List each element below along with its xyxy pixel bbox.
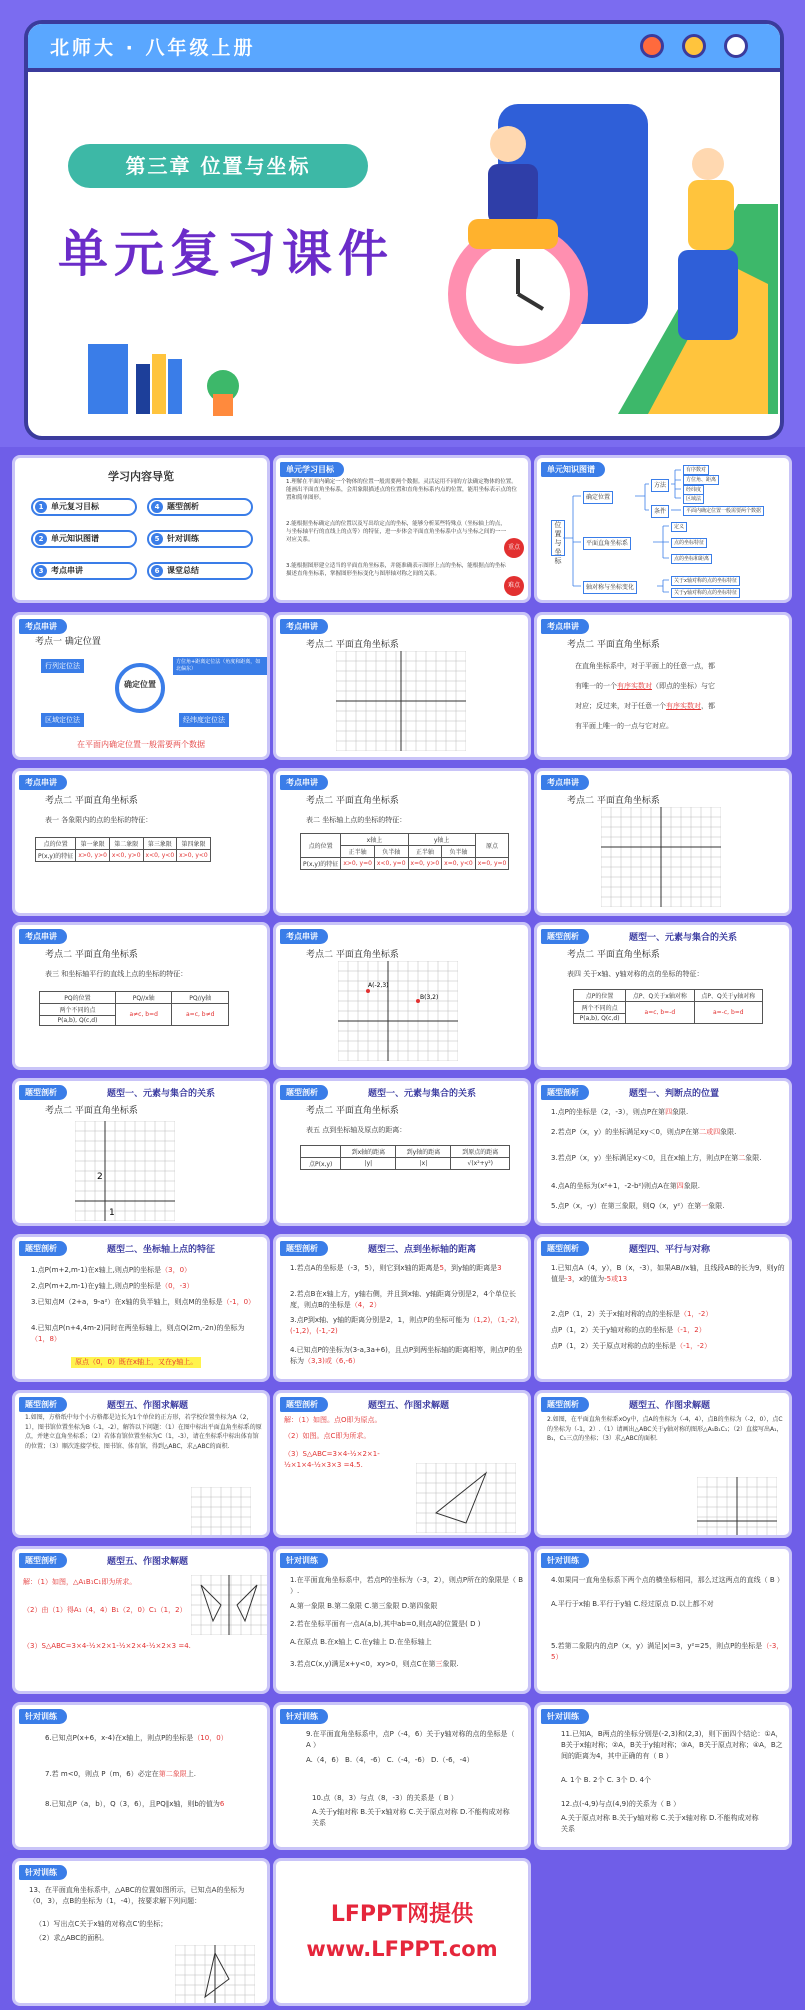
slide-tag: 题型剖析 — [19, 1085, 67, 1100]
slide-tag: 题型剖析 — [19, 1553, 67, 1568]
goal-3: 3.能根据图形建立适当的平面直角坐标系，并能准确表示图形上点的坐标，能根据点的坐标描述直角坐标系，掌握图形坐标变化与图形轴对称之间的关系。 — [286, 563, 506, 577]
map-root: 位置与坐标 — [551, 520, 565, 556]
slide-title: 考点二 平面直角坐标系 — [567, 950, 660, 960]
question-4: 点P（1，2）关于原点对称的点的坐标是（-1，-2） — [551, 1342, 712, 1350]
question-4: 4.已知点P的坐标为(3-a,3a+6)，且点P到两坐标轴的距离相等，则点P的坐标为（3,3)或（6,-6） — [290, 1346, 523, 1365]
key-point-badge: 重点 — [504, 538, 524, 558]
slide-tx5a — [12, 1390, 270, 1538]
books-illustration — [48, 324, 258, 424]
map-method: 方法 — [651, 479, 669, 492]
table-caption: 表五 点到坐标轴及原点的距离： — [306, 1126, 407, 1134]
map-leaf: 关于x轴对称的点的坐标特征 — [671, 576, 740, 586]
table-caption: 表二 坐标轴上点的坐标的特征： — [306, 816, 407, 824]
slide-tag: 考点串讲 — [541, 775, 589, 790]
question-5: 5.若第二象限内的点P（x，y）满足|x|=3，y²=25，则点P的坐标是（-3，5） — [551, 1642, 784, 1661]
slide-zd4 — [273, 1702, 531, 1850]
solution-3: （3）S△ABC=3×4-½×2×1-½×2×4-½×2×3 =4. — [23, 1642, 191, 1650]
slide-heading: 题型一、元素与集合的关系 — [629, 933, 738, 943]
slide-heading: 题型五、作图求解题 — [107, 1401, 189, 1411]
slide-heading: 题型四、平行与对称 — [629, 1245, 711, 1255]
method-latlong: 经纬度定位法 — [179, 713, 229, 727]
method-row-col: 行列定位法 — [41, 659, 84, 673]
toc-item-map[interactable]: 2 单元知识图谱 — [31, 530, 137, 548]
question-1: 1.在平面直角坐标系中，若点P的坐标为（-3，2），则点P所在的象限是（ B ）. — [290, 1576, 524, 1595]
toc-item-practice[interactable]: 5 针对训练 — [147, 530, 253, 548]
toc-item-points[interactable]: 3 考点串讲 — [31, 562, 137, 580]
slide-title: 考点二 平面直角坐标系 — [45, 1106, 138, 1116]
slide-tx5b — [273, 1390, 531, 1538]
slide-tag: 考点串讲 — [541, 619, 589, 634]
problem-text: 2.如图，在平面直角坐标系xOy中，点A的坐标为（-4，4），点B的坐标为（-2，0），点C的坐标为（-1，2）.（1）请画出△ABC关于y轴对称的图形△A₁B₁C₁；（2）直接写出A₁，B₁，C₁三点的坐标；（3）求△ABC的面积. — [547, 1416, 783, 1442]
question-7: 7.若 m<0，则点 P（m，6）必定在第二象限上. — [45, 1770, 196, 1778]
slide-tag: 题型剖析 — [541, 1241, 589, 1256]
method-region: 区域定位法 — [41, 713, 84, 727]
slide-tag: 题型剖析 — [19, 1397, 67, 1412]
toc-title: 学习内容导览 — [108, 470, 174, 483]
coordinate-grid — [601, 807, 721, 907]
slide-tag: 题型剖析 — [280, 1397, 328, 1412]
slide-zd6 — [12, 1858, 270, 2006]
question-11: 11.已知A，B两点的坐标分别是(-2,3)和(2,3)，则下面四个结论：①A，B关于x轴对称；②A，B关于y轴对称；③A，B关于原点对称；④A，B之间的距离为4，其中正确的有（ B ） — [561, 1730, 783, 1760]
map-leaf: 方位角、距离 — [683, 475, 719, 485]
problem-grid — [697, 1477, 777, 1535]
map-leaf: 区域法 — [683, 494, 704, 504]
cover-series: 北师大 · 八年级上册 — [50, 37, 256, 59]
question-3: 3.点P到x轴、y轴的距离分别是2，1，则点P的坐标可能为（1,2)，（1,-2)，(-1,2)，(-1,-2) — [290, 1316, 525, 1335]
solution-grid — [191, 1575, 267, 1635]
yellow-dot-icon — [682, 34, 706, 58]
question-4: 4.已知点P(n+4,4m-2)同时在两坐标轴上，则点Q(2m,-2n)的坐标为（1，8） — [31, 1324, 245, 1343]
slide-tag: 考点串讲 — [280, 929, 328, 944]
map-leaf: 关于y轴对称的点的坐标特征 — [671, 588, 740, 598]
slide-goals — [273, 455, 531, 603]
promo-line-1: LFPPT网提供 — [330, 1902, 474, 1927]
table-caption: 表三 和坐标轴平行的直线上点的坐标的特征： — [45, 970, 188, 978]
coordinate-grid — [338, 961, 458, 1061]
question-2: 2.点P（1，2）关于x轴对称的点的坐标是（1，-2） — [551, 1310, 713, 1318]
toc-item-summary[interactable]: 6 课堂总结 — [147, 562, 253, 580]
question-1: 1.若点A的坐标是（-3，5），则它到x轴的距离是5，到y轴的距离是3 — [290, 1264, 502, 1272]
note: 在平面内确定位置一般需要两个数据 — [77, 740, 205, 749]
slide-knowledge-map — [534, 455, 792, 603]
toc-item-analysis[interactable]: 4 题型剖析 — [147, 498, 253, 516]
slide-title: 考点二 平面直角坐标系 — [306, 796, 399, 806]
slide-tag: 题型剖析 — [280, 1085, 328, 1100]
solution-3: （3）S△ABC=3×4-½×2×1-½×1×4-½×3×3 =4.5. — [284, 1450, 380, 1469]
table-caption: 表一 各象限内的点的坐标的特征： — [45, 816, 153, 824]
cover-slide — [0, 0, 805, 447]
slide-heading: 题型一、元素与集合的关系 — [368, 1089, 477, 1099]
slide-heading: 题型五、作图求解题 — [107, 1557, 189, 1567]
red-dot-icon — [640, 34, 664, 58]
slide-tag: 题型剖析 — [541, 929, 589, 944]
point-b-label: B(3,2) — [420, 994, 439, 1001]
slide-heading: 题型一、元素与集合的关系 — [107, 1089, 216, 1099]
options-10: A.关于y轴对称 B.关于x轴对称 C.关于原点对称 D.不能构成对称关系 — [312, 1808, 510, 1827]
toc-item-goals[interactable]: 1 单元复习目标 — [31, 498, 137, 516]
slide-title: 考点二 平面直角坐标系 — [306, 1106, 399, 1116]
options-1: A.第一象限 B.第二象限 C.第三象限 D.第四象限 — [290, 1602, 438, 1610]
map-leaf: 平面内确定位置一般需要两个数据 — [683, 506, 764, 516]
slide-tx5d — [12, 1546, 270, 1694]
question-12: 12.点(-4,9)与点(4,9)的关系为（ B ） — [561, 1800, 681, 1808]
options-12: A.关于原点对称 B.关于y轴对称 C.关于x轴对称 D.不能构成对称关系 — [561, 1814, 759, 1833]
goal-2: 2.能根据坐标确定点的位置以及写出给定点的坐标，能够分析某些特殊点（坐标轴上的点，与坐标轴平行的直线上的点等）的特征，进一步体会平面直角坐标系中点与坐标之间的一一对应关系。 — [286, 521, 507, 543]
slide-tx4 — [534, 1234, 792, 1382]
options-2: A.在原点 B.在x轴上 C.在y轴上 D.在坐标轴上 — [290, 1638, 432, 1646]
question-3: 3.若点P（x，y）坐标满足xy＜0，且在x轴上方，则点P在第二象限. — [551, 1154, 762, 1162]
white-dot-icon — [724, 34, 748, 58]
slide-tag: 针对训练 — [19, 1709, 67, 1724]
slide-tx1c — [273, 1078, 531, 1226]
slide-kd2a — [273, 612, 531, 760]
slide-tag: 针对训练 — [280, 1553, 328, 1568]
slide-tx1a — [534, 922, 792, 1070]
slide-tag: 考点串讲 — [19, 929, 67, 944]
label-1: 1 — [109, 1208, 115, 1218]
solution-2: （2）由（1）得A₁（4，4）B₁（2，0）C₁（1，2） — [23, 1606, 187, 1614]
label-2: 2 — [97, 1172, 103, 1182]
question-2: 2.若在坐标平面有一点A(a,b),其中ab=0,则点A的位置是( D ) — [290, 1620, 481, 1628]
slide-title: 考点二 平面直角坐标系 — [306, 950, 399, 960]
text-line: 对应；反过来，对于任意一个有序实数对，都 — [575, 702, 715, 710]
slide-kd1 — [12, 612, 270, 760]
slide-tag: 考点串讲 — [19, 775, 67, 790]
slide-tag: 题型剖析 — [541, 1397, 589, 1412]
question-9: 9.在平面直角坐标系中，点P（-4，6）关于y轴对称的点的坐标是（ A ） — [306, 1730, 515, 1749]
slide-kd2c — [12, 768, 270, 916]
slide-tx5c — [534, 1390, 792, 1538]
slide-title: 考点二 平面直角坐标系 — [45, 950, 138, 960]
slide-kd2d — [273, 768, 531, 916]
text-line: 有平面上唯一的一点与它对应。 — [575, 722, 673, 730]
slide-tag: 单元知识图谱 — [541, 462, 605, 477]
slide-tag: 针对训练 — [19, 1865, 67, 1880]
slide-tx1d — [534, 1078, 792, 1226]
slide-kd2e — [534, 768, 792, 916]
map-condition: 条件 — [651, 505, 669, 518]
slide-kd2g — [273, 922, 531, 1070]
map-leaf: 点的坐标和距离 — [671, 554, 712, 564]
slide-tx2 — [12, 1234, 270, 1382]
map-branch-2: 平面直角坐标系 — [583, 537, 631, 550]
quadrant-table: 点的位置 第一象限 第二象限 第三象限 第四象限 P(x,y)的特征 x>0, y>0 x<0, y>0 x<0, y<0 x>0, y<0 — [35, 837, 211, 862]
question-2: 2.若点P（x，y）的坐标满足xy＜0，则点P在第二或四象限. — [551, 1128, 737, 1136]
map-leaf: 有序数对 — [683, 465, 709, 475]
slide-heading: 题型五、作图求解题 — [629, 1401, 711, 1411]
map-branch-1: 确定位置 — [583, 491, 613, 504]
question-1: 1.点P(m+2,m-1)在x轴上,则点P的坐标是（3，0） — [31, 1266, 192, 1274]
slide-tag: 考点串讲 — [19, 619, 67, 634]
slide-heading: 题型二、坐标轴上点的特征 — [107, 1245, 216, 1255]
cover-top-bar — [28, 24, 780, 72]
map-branch-3: 轴对称与坐标变化 — [583, 581, 637, 594]
solution-1: 解：（1）如图。点O即为原点。 — [284, 1416, 382, 1424]
table-caption: 表四 关于x轴、y轴对称的点的坐标的特征： — [567, 970, 704, 978]
question-8: 8.已知点P（a，b），Q（3，6），且PQ∥x轴，则b的值为6 — [45, 1800, 225, 1808]
question-3: 3.已知点M（2+a，9-a²）在x轴的负半轴上，则点M的坐标是（-1，0） — [31, 1298, 256, 1306]
slide-title: 考点二 平面直角坐标系 — [306, 640, 399, 650]
question-1: 1.点P的坐标是（2，-3），则点P在第四象限. — [551, 1108, 689, 1116]
map-leaf: 定义 — [671, 522, 687, 532]
solution-2: （2）如图。点C即为所求。 — [284, 1432, 371, 1440]
coordinate-grid — [336, 651, 466, 751]
goal-1: 1.理解在平面内确定一个物体的位置一般需要两个数据。灵活运用不同的方法确定物体的位置。能画出平面直角坐标系，会用象限描述点的位置和直角坐标系内点的位置，能用坐标表示点的位置和简单图形。 — [286, 479, 518, 501]
slide-zd2 — [534, 1546, 792, 1694]
slide-kd2f — [12, 922, 270, 1070]
slide-tag: 针对训练 — [541, 1709, 589, 1724]
symmetry-table: 点P的位置 点P、Q关于x轴对称 点P、Q关于y轴对称 两个不同的点 a=c, b=-d a=-c, b=d P(a,b), Q(c,d) — [573, 989, 763, 1024]
slide-heading: 题型五、作图求解题 — [368, 1401, 450, 1411]
difficult-point-badge: 难点 — [504, 576, 524, 596]
method-angle-distance: 方位角+距离定位法（角度和距离，如北偏东） — [173, 657, 267, 675]
coordinate-grid — [75, 1121, 175, 1221]
slide-tag: 针对训练 — [280, 1709, 328, 1724]
question-13: 13、在平面直角坐标系中，△ABC的位置如图所示，已知点A的坐标为（0，3），点B的坐标为（1，-4），按要求解下列问题： — [29, 1886, 245, 1905]
slide-kd2b — [534, 612, 792, 760]
slide-title: 考点二 平面直角坐标系 — [45, 796, 138, 806]
options-9: A.（4，6） B.（4，-6） C.（-4，-6） D.（-6，-4） — [306, 1756, 474, 1764]
solution-grid — [416, 1463, 516, 1533]
axis-table: 点的位置 x轴上 y轴上 原点 正半轴 负半轴 正半轴 负半轴 P(x,y)的特征 x>0, y=0 x<0, y=0 x=0, y>0 x=0, y<0 x=0, y=0 — [300, 833, 509, 870]
problem-text: 1.如图，方格纸中每个小方格都是边长为1个单位的正方形，若学校位置坐标为A（2，1），图书馆位置坐标为B（-1，-2），解答以下问题：（1）在图中标出平面直角坐标系的原点，并建立直角坐标系；（2）若体育馆位置坐标为C（1，-3），请在坐标系中标出体育馆的位置；（3）顺次连接学校、图书馆、体育馆，得到△ABC，求△ABC的面积. — [25, 1414, 262, 1450]
cover-frame — [24, 20, 784, 440]
slide-tag: 考点串讲 — [280, 775, 328, 790]
question-1: 1.已知点A（4，y），B（x，-3），如果AB//x轴，且线段AB的长为9，则y的值是-3，x的值为-5或13 — [551, 1264, 785, 1283]
slide-tag: 题型剖析 — [280, 1241, 328, 1256]
slide-zd1 — [273, 1546, 531, 1694]
question-6: 6.已知点P(x+6，x-4)在x轴上，则点P的坐标是（10，0） — [45, 1734, 228, 1742]
triangle-grid — [175, 1945, 255, 2005]
chapter-label: 第三章 位置与坐标 — [68, 144, 368, 188]
sub-question-2: （2）求△ABC的面积。 — [35, 1934, 109, 1942]
slide-title: 考点二 平面直角坐标系 — [567, 640, 660, 650]
problem-grid — [191, 1487, 251, 1535]
slide-zd5 — [534, 1702, 792, 1850]
cover-title: 单元复习课件 — [58, 225, 394, 283]
question-3: 3.若点C(x,y)满足x+y<0，xy>0，则点C在第三象限. — [290, 1660, 459, 1668]
slide-promo — [273, 1858, 531, 2006]
sub-question-1: （1）写出点C关于x轴的对称点C'的坐标； — [35, 1920, 168, 1928]
text-line: 在直角坐标系中，对于平面上的任意一点，都 — [575, 662, 715, 670]
slide-tag: 单元学习目标 — [280, 462, 344, 477]
text-line: 有唯一的一个有序实数对（即点的坐标）与它 — [575, 682, 715, 690]
map-leaf: 经纬度 — [683, 485, 704, 495]
question-2: 2.若点B在x轴上方，y轴右侧，并且到x轴、y轴距离分别是2，4个单位长度，则点B的坐标是（4，2） — [290, 1290, 516, 1309]
question-3: 点P（1，2）关于y轴对称的点的坐标是（-1，2） — [551, 1326, 706, 1334]
question-2: 2.点P(m+2,m-1)在y轴上,则点P的坐标是（0，-3） — [31, 1282, 194, 1290]
options-4: A.平行于x轴 B.平行于y轴 C.经过原点 D.以上都不对 — [551, 1600, 714, 1608]
slide-tag: 针对训练 — [541, 1553, 589, 1568]
slide-heading: 题型一、判断点的位置 — [629, 1089, 720, 1099]
center-circle: 确定位置 — [115, 663, 165, 713]
question-4: 4.点A的坐标为(x²+1，-2-b²)则点A在第四象限. — [551, 1182, 700, 1190]
highlight-note: 原点（0，0）既在x轴上，又在y轴上。 — [71, 1357, 201, 1368]
question-5: 5.点P（x，-y）在第三象限，则Q（x，y²）在第一象限. — [551, 1202, 725, 1210]
question-10: 10.点（8，3）与点（8，-3）的关系是（ B ） — [312, 1794, 458, 1802]
slide-heading: 题型三、点到坐标轴的距离 — [368, 1245, 477, 1255]
slide-tx1b — [12, 1078, 270, 1226]
slide-title: 考点二 平面直角坐标系 — [567, 796, 660, 806]
map-leaf: 点的坐标特征 — [671, 538, 707, 548]
slide-tag: 题型剖析 — [19, 1241, 67, 1256]
slide-title: 考点一 确定位置 — [35, 637, 101, 647]
promo-line-2: www.LFPPT.com — [306, 1937, 498, 1961]
slide-toc — [12, 455, 270, 603]
slide-zd3 — [12, 1702, 270, 1850]
slide-tag: 考点串讲 — [280, 619, 328, 634]
distance-table: 到x轴的距离 到y轴的距离 到原点的距离 点P(x,y) |y| |x| √(x²+y²) — [300, 1145, 510, 1170]
slide-tag: 题型剖析 — [541, 1085, 589, 1100]
options-11: A. 1个 B. 2个 C. 3个 D. 4个 — [561, 1776, 652, 1784]
point-a-label: A(-2,3) — [368, 982, 389, 989]
parallel-table: PQ的位置 PQ//x轴 PQ//y轴 两个不同的点 a≠c, b=d a=c, b≠d P(a,b), Q(c,d) — [39, 991, 229, 1026]
question-4: 4.如果同一直角坐标系下两个点的横坐标相同，那么过这两点的直线（ B ） — [551, 1576, 784, 1584]
solution-1: 解：（1）如图，△A₁B₁C₁即为所求。 — [23, 1578, 137, 1586]
students-illustration — [408, 84, 784, 440]
slide-tx3 — [273, 1234, 531, 1382]
